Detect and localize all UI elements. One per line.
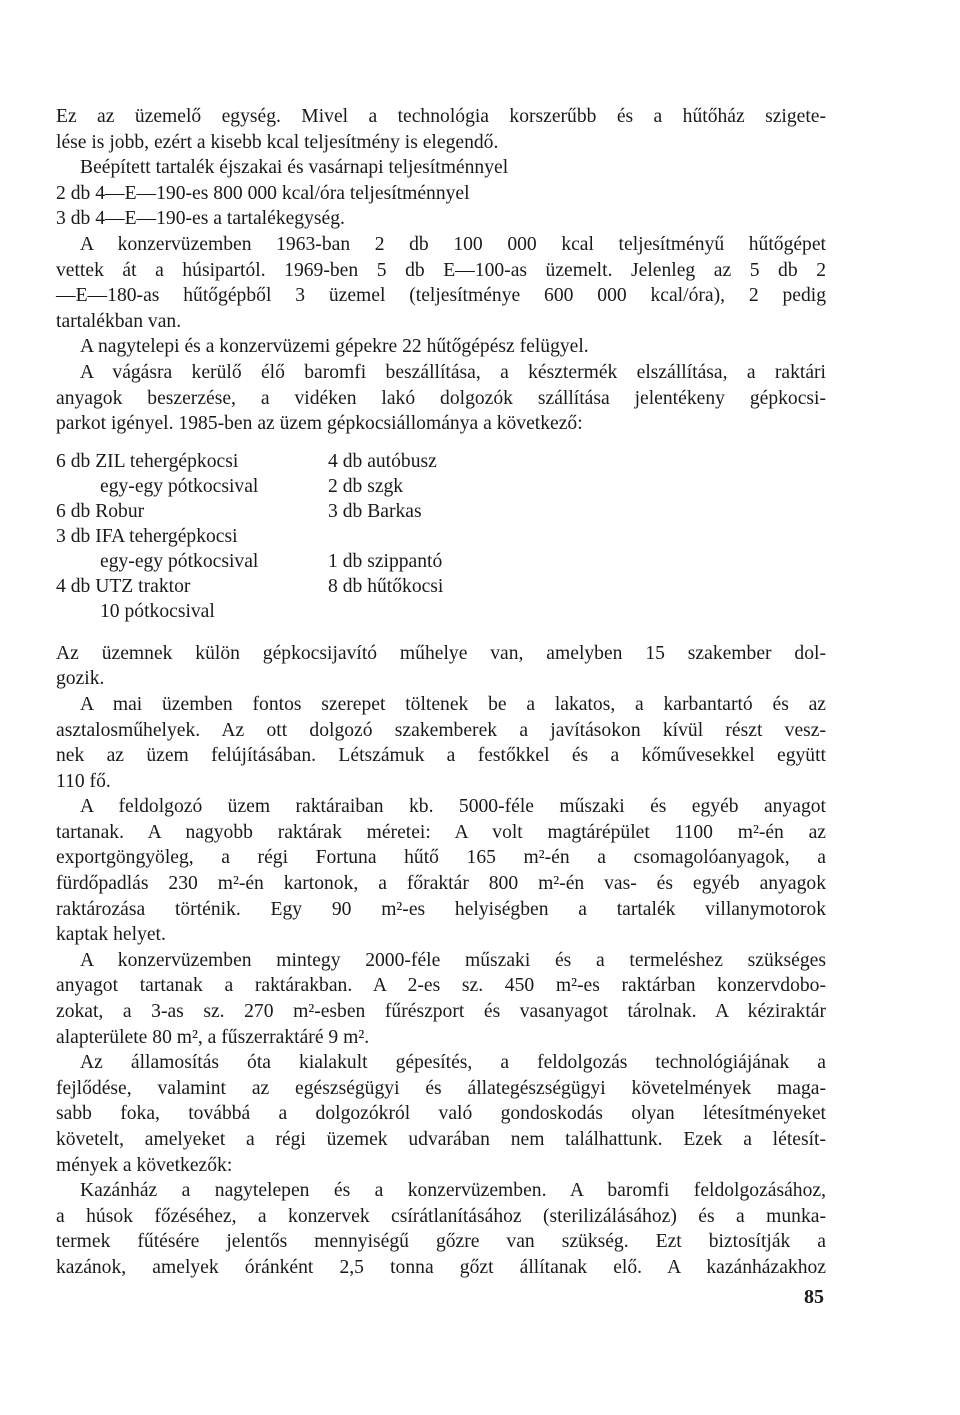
vehicle-item: 4 db UTZ traktor xyxy=(56,575,191,597)
vehicle-item: 10 pótkocsival xyxy=(100,600,215,622)
vehicle-item: egy-egy pótkocsival xyxy=(100,475,259,497)
vehicle-item: 4 db autóbusz xyxy=(328,450,437,472)
vehicle-item: 8 db hűtőkocsi xyxy=(328,575,444,597)
vehicle-item: 1 db szippantó xyxy=(328,550,443,572)
page-number: 85 xyxy=(804,1286,824,1308)
text-line: vettek át a húsipartól. 1969-ben 5 db E—100-as üzemelt. Jelenleg az 5 db 2 xyxy=(56,259,826,281)
text-line: termek fűtésére jelentős mennyiségű gőzre van szükség. Ezt biztosítják a xyxy=(56,1231,826,1253)
text-line: anyagok beszerzése, a vidéken lakó dolgozók szállítása jelentékeny gépkocsi- xyxy=(56,387,826,409)
text-line: raktározása történik. Egy 90 m²-es helyiségben a tartalék villanymotorok xyxy=(56,898,826,920)
text-line: A vágásra kerülő élő baromfi beszállítása, a késztermék elszállítása, a raktári xyxy=(80,361,826,383)
text-line: 3 db 4—E—190-es a tartalékegység. xyxy=(56,208,345,230)
text-line: Az üzemnek külön gépkocsijavító műhelye van, amelyben 15 szakember dol- xyxy=(56,642,826,664)
text-line: —E—180-as hűtőgépből 3 üzemel (teljesítménye 600 000 kcal/óra), 2 pedig xyxy=(56,285,826,307)
text-line: gozik. xyxy=(56,668,105,690)
vehicle-item: 3 db IFA tehergépkocsi xyxy=(56,525,238,547)
text-line: A mai üzemben fontos szerepet töltenek be a lakatos, a karbantartó és az xyxy=(80,693,826,715)
text-line: követelt, amelyeket a régi üzemek udvarában nem találhattunk. Ezek a létesít- xyxy=(56,1129,826,1150)
vehicle-item: 6 db Robur xyxy=(56,500,145,522)
text-line: a húsok főzéséhez, a konzervek csírátlanításához (sterilizálásához) és a munka- xyxy=(56,1205,826,1227)
vehicle-item: 3 db Barkas xyxy=(328,500,422,522)
text-line: lése is jobb, ezért a kisebb kcal teljesítmény is elegendő. xyxy=(56,131,499,153)
text-line: mények a következők: xyxy=(56,1154,233,1176)
vehicle-column-right xyxy=(328,449,628,599)
text-line: Beépített tartalék éjszakai és vasárnapi teljesítménnyel xyxy=(80,157,509,179)
page-body xyxy=(56,104,826,1281)
text-line: 2 db 4—E—190-es 800 000 kcal/óra teljesítménnyel xyxy=(56,182,470,204)
text-line: alapterülete 80 m², a fűszerraktáré 9 m². xyxy=(56,1026,370,1048)
text-line: Kazánház a nagytelepen és a konzervüzemben. A baromfi feldolgozásához, xyxy=(80,1180,826,1202)
vehicle-table xyxy=(56,449,826,629)
text-line: 110 fő. xyxy=(56,770,111,792)
text-line: asztalosműhelyek. Az ott dolgozó szakemberek a javításokon kívül részt vesz- xyxy=(56,719,826,741)
text-line: Ez az üzemelő egység. Mivel a technológia korszerűbb és a hűtőház szigete- xyxy=(56,106,826,127)
text-line: exportgöngyöleg, a régi Fortuna hűtő 165 m²-én a csomagolóanyagok, a xyxy=(56,847,826,869)
text-line: A feldolgozó üzem raktáraiban kb. 5000-féle műszaki és egyéb anyagot xyxy=(80,796,826,818)
vehicle-spacer xyxy=(328,524,628,549)
text-line: fejlődése, valamint az egészségügyi és állategészségügyi követelmények maga- xyxy=(56,1077,826,1099)
text-line: nek az üzem felújításában. Létszámuk a festőkkel és a kőművesekkel együtt xyxy=(56,745,826,767)
text-line: tartanak. A nagyobb raktárak méretei: A volt magtárépület 1100 m²-én az xyxy=(56,821,826,843)
text-line: fürdőpadlás 230 m²-én kartonok, a főraktár 800 m²-én vas- és egyéb anyagok xyxy=(56,873,826,895)
text-line: A nagytelepi és a konzervüzemi gépekre 22 hűtőgépész felügyel. xyxy=(80,336,589,358)
text-line: zokat, a 3-as sz. 270 m²-esben fűrészport és vasanyagot tárolnak. A kéziraktár xyxy=(56,1001,826,1023)
text-line: Az államosítás óta kialakult gépesítés, a feldolgozás technológiájának a xyxy=(80,1052,826,1074)
vehicle-item: egy-egy pótkocsival xyxy=(100,550,259,572)
text-line: kazánok, amelyek óránként 2,5 tonna gőzt állítanak elő. A kazánházakhoz xyxy=(56,1256,826,1278)
text-line: parkot igényel. 1985-ben az üzem gépkocsiállománya a következő: xyxy=(56,413,583,435)
text-line: A konzervüzemben 1963-ban 2 db 100 000 kcal teljesítményű hűtőgépet xyxy=(80,233,826,255)
vehicle-column-left xyxy=(56,449,326,624)
text-line: tartalékban van. xyxy=(56,310,182,332)
text-line: A konzervüzemben mintegy 2000-féle műszaki és a termeléshez szükséges xyxy=(80,949,826,971)
vehicle-item: 2 db szgk xyxy=(328,475,404,497)
text-line: sabb foka, továbbá a dolgozókról való gondoskodás olyan létesítményeket xyxy=(56,1103,826,1125)
vehicle-item: 6 db ZIL tehergépkocsi xyxy=(56,450,239,472)
text-line: kaptak helyet. xyxy=(56,924,166,946)
text-line: anyagot tartanak a raktárakban. A 2-es sz. 450 m²-es raktárban konzervdobo- xyxy=(56,975,826,997)
